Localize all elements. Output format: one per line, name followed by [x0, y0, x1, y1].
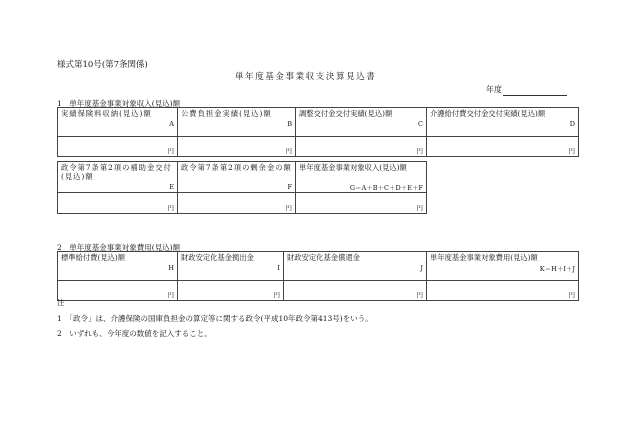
income-table-2 — [57, 161, 427, 214]
yen-unit: 円 — [416, 204, 423, 212]
income-cell-d — [427, 108, 579, 137]
document-title: 単年度基金事業収支決算見込書 — [235, 72, 377, 82]
income-cell-g — [296, 162, 427, 193]
income-amount-b[interactable] — [178, 137, 296, 157]
expense-code-h: H — [168, 264, 174, 272]
income-cell-a — [58, 108, 178, 137]
fiscal-year-input-line[interactable] — [503, 95, 567, 96]
income-code-f: F — [287, 183, 292, 191]
income-label-a: 実績保険料収納(見込)額 — [61, 109, 152, 118]
expense-amount-k[interactable] — [427, 281, 579, 301]
income-label-d: 介護給付費交付金交付実績(見込)額 — [430, 109, 546, 118]
income-amount-f[interactable] — [178, 193, 296, 214]
expense-cell-h — [58, 252, 178, 281]
income-cell-f — [178, 162, 296, 193]
notes-heading: 注 — [57, 298, 65, 307]
expense-label-k: 単年度基金事業対象費用(見込)額 — [430, 253, 538, 262]
income-code-g: G＝A＋B＋C＋D＋E＋F — [349, 184, 423, 192]
income-code-e: E — [169, 183, 174, 191]
expense-code-i: I — [277, 264, 280, 272]
expense-amount-j[interactable] — [284, 281, 427, 301]
form-number-label: 様式第10号(第7条関係) — [57, 60, 148, 70]
yen-unit: 円 — [285, 204, 292, 212]
income-amount-g[interactable] — [296, 193, 427, 214]
income-label-g: 単年度基金事業対象収入(見込)額 — [299, 163, 407, 172]
income-cell-e — [58, 162, 178, 193]
yen-unit: 円 — [416, 291, 423, 299]
expense-code-k: K＝H＋I＋J — [539, 265, 575, 273]
income-table-1 — [57, 107, 579, 157]
expense-code-j: J — [420, 264, 423, 272]
expense-amount-h[interactable] — [58, 281, 178, 301]
income-amount-d[interactable] — [427, 137, 579, 157]
section-1-heading: 1 単年度基金事業対象収入(見込)額 — [57, 99, 181, 108]
income-code-c: C — [418, 120, 423, 128]
expense-label-i: 財政安定化基金拠出金 — [181, 253, 254, 262]
section-2-heading: 2 単年度基金事業対象費用(見込)額 — [57, 243, 181, 252]
income-code-b: B — [287, 120, 292, 128]
expense-label-j: 財政安定化基金償還金 — [287, 253, 360, 262]
expense-cell-k — [427, 252, 579, 281]
income-label-f: 政令第7条第2項の剰余金の額 — [181, 163, 292, 172]
income-amount-c[interactable] — [296, 137, 427, 157]
yen-unit: 円 — [167, 291, 174, 299]
yen-unit: 円 — [416, 147, 423, 155]
yen-unit: 円 — [285, 147, 292, 155]
income-code-d: D — [569, 120, 575, 128]
yen-unit: 円 — [568, 147, 575, 155]
yen-unit: 円 — [273, 291, 280, 299]
income-label-b: 公費負担金実績(見込)額 — [181, 109, 272, 118]
income-amount-a[interactable] — [58, 137, 178, 157]
fiscal-year-label: 年度 — [486, 85, 502, 94]
expense-cell-i — [178, 252, 284, 281]
income-label-e: 政令第7条第2項の補助金交付(見込)額 — [61, 163, 172, 182]
expense-cell-j — [284, 252, 427, 281]
expense-amount-i[interactable] — [178, 281, 284, 301]
income-cell-c — [296, 108, 427, 137]
income-code-a: A — [169, 120, 174, 128]
income-cell-b — [178, 108, 296, 137]
yen-unit: 円 — [167, 204, 174, 212]
income-label-c: 調整交付金交付実績(見込)額 — [299, 109, 393, 118]
expense-table — [57, 251, 579, 301]
yen-unit: 円 — [167, 147, 174, 155]
note-item-2: 2 いずれも、今年度の数値を記入すること。 — [57, 329, 212, 338]
expense-label-h: 標準給付費(見込)額 — [61, 253, 126, 262]
income-amount-e[interactable] — [58, 193, 178, 214]
note-item-1: 1 「政令」は、介護保険の国庫負担金の算定等に関する政令(平成10年政令第413号)をいう。 — [57, 314, 373, 323]
yen-unit: 円 — [568, 291, 575, 299]
